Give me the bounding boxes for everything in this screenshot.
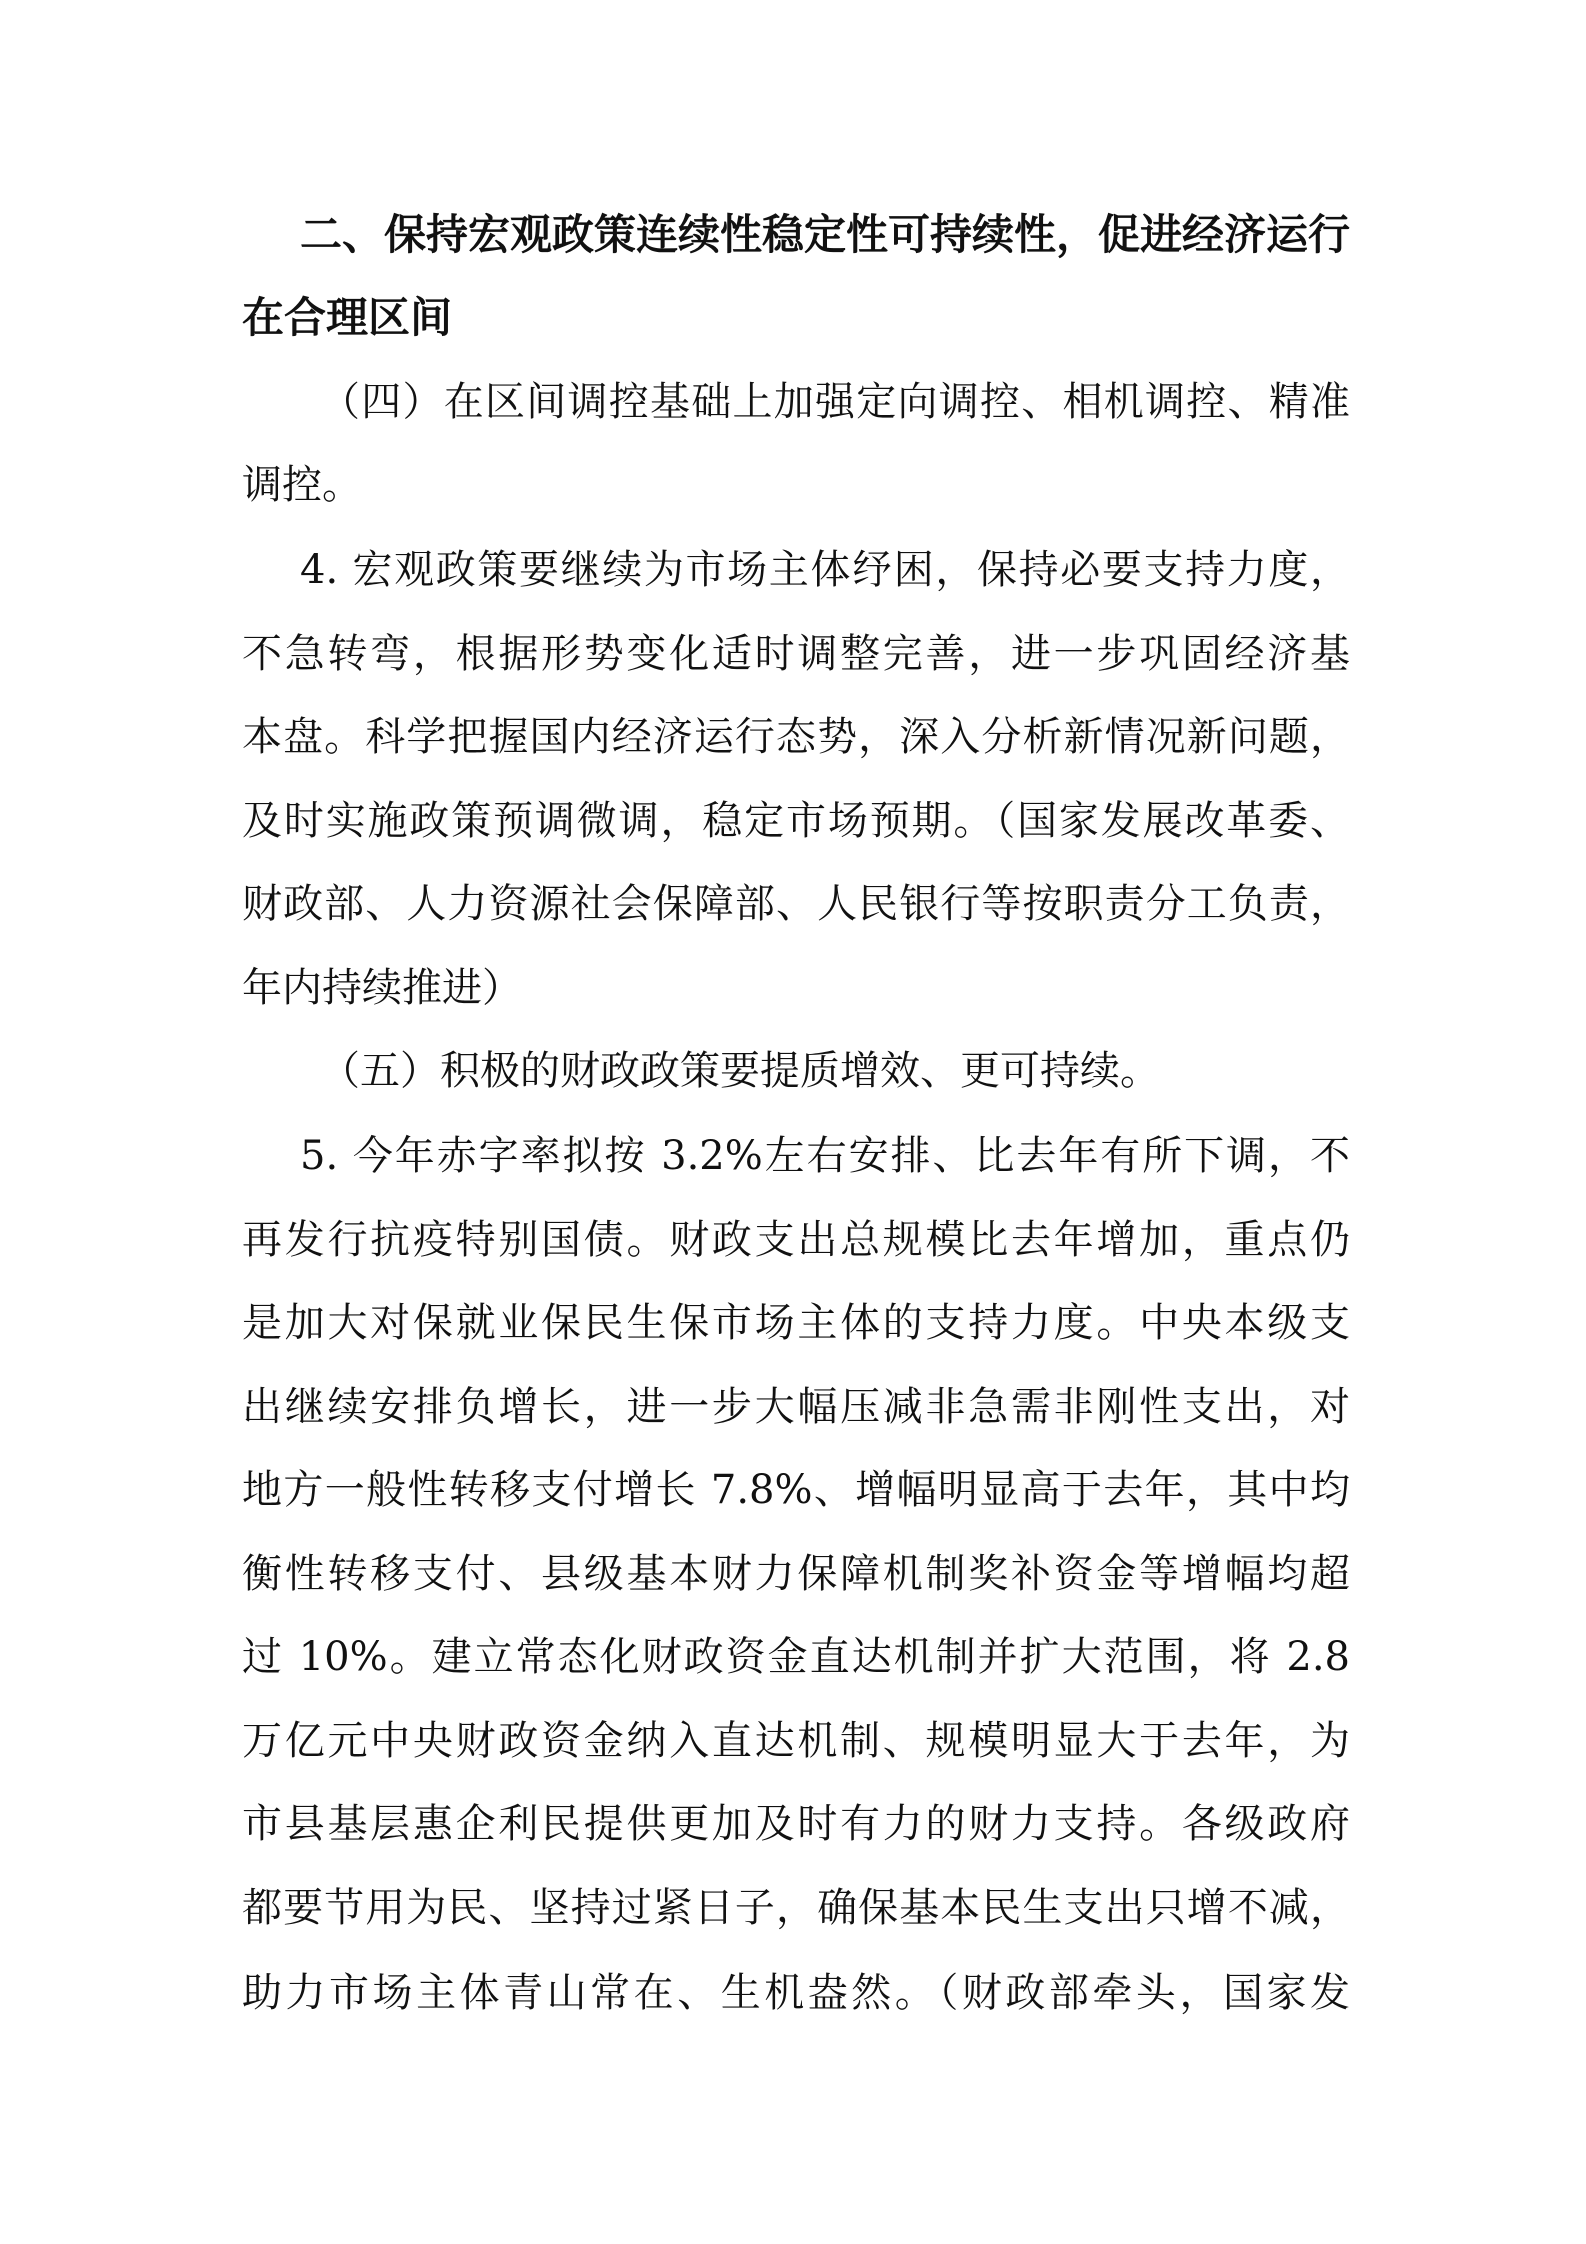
paragraph-line: 再发行抗疫特别国债。财政支出总规模比去年增加，重点仍	[242, 1217, 1350, 1263]
paragraph-line: 本盘。科学把握国内经济运行态势，深入分析新情况新问题，	[242, 714, 1350, 760]
paragraph-line: 财政部、人力资源社会保障部、人民银行等按职责分工负责，	[242, 881, 1350, 927]
paragraph-line: 5. 今年赤字率拟按 3.2%左右安排、比去年有所下调，不	[300, 1133, 1350, 1179]
subsection-line: 调控。	[242, 462, 362, 508]
paragraph-line: 助力市场主体青山常在、生机盎然。（财政部牵头，国家发	[242, 1970, 1350, 2016]
paragraph-line: 市县基层惠企利民提供更加及时有力的财力支持。各级政府	[242, 1801, 1350, 1847]
paragraph-line: 及时实施政策预调微调，稳定市场预期。（国家发展改革委、	[242, 798, 1350, 844]
subsection-line: （五）积极的财政政策要提质增效、更可持续。	[320, 1048, 1160, 1094]
paragraph-line: 衡性转移支付、县级基本财力保障机制奖补资金等增幅均超	[242, 1551, 1350, 1597]
paragraph-line: 4. 宏观政策要继续为市场主体纾困，保持必要支持力度，	[300, 547, 1350, 593]
paragraph-line: 地方一般性转移支付增长 7.8%、增幅明显高于去年，其中均	[242, 1467, 1350, 1513]
subsection-line: （四）在区间调控基础上加强定向调控、相机调控、精准	[320, 379, 1350, 425]
paragraph-line: 年内持续推进）	[242, 965, 522, 1011]
heading-line: 在合理区间	[242, 293, 453, 342]
paragraph-line: 是加大对保就业保民生保市场主体的支持力度。中央本级支	[242, 1300, 1350, 1346]
paragraph-line: 出继续安排负增长，进一步大幅压减非急需非刚性支出，对	[242, 1384, 1350, 1430]
heading-line: 二、保持宏观政策连续性稳定性可持续性，促进经济运行	[300, 210, 1351, 259]
paragraph-line: 都要节用为民、坚持过紧日子，确保基本民生支出只增不减，	[242, 1885, 1350, 1931]
paragraph-line: 过 10%。建立常态化财政资金直达机制并扩大范围，将 2.8	[242, 1634, 1350, 1680]
paragraph-line: 万亿元中央财政资金纳入直达机制、规模明显大于去年，为	[242, 1718, 1350, 1764]
paragraph-line: 不急转弯，根据形势变化适时调整完善，进一步巩固经济基	[242, 631, 1350, 677]
